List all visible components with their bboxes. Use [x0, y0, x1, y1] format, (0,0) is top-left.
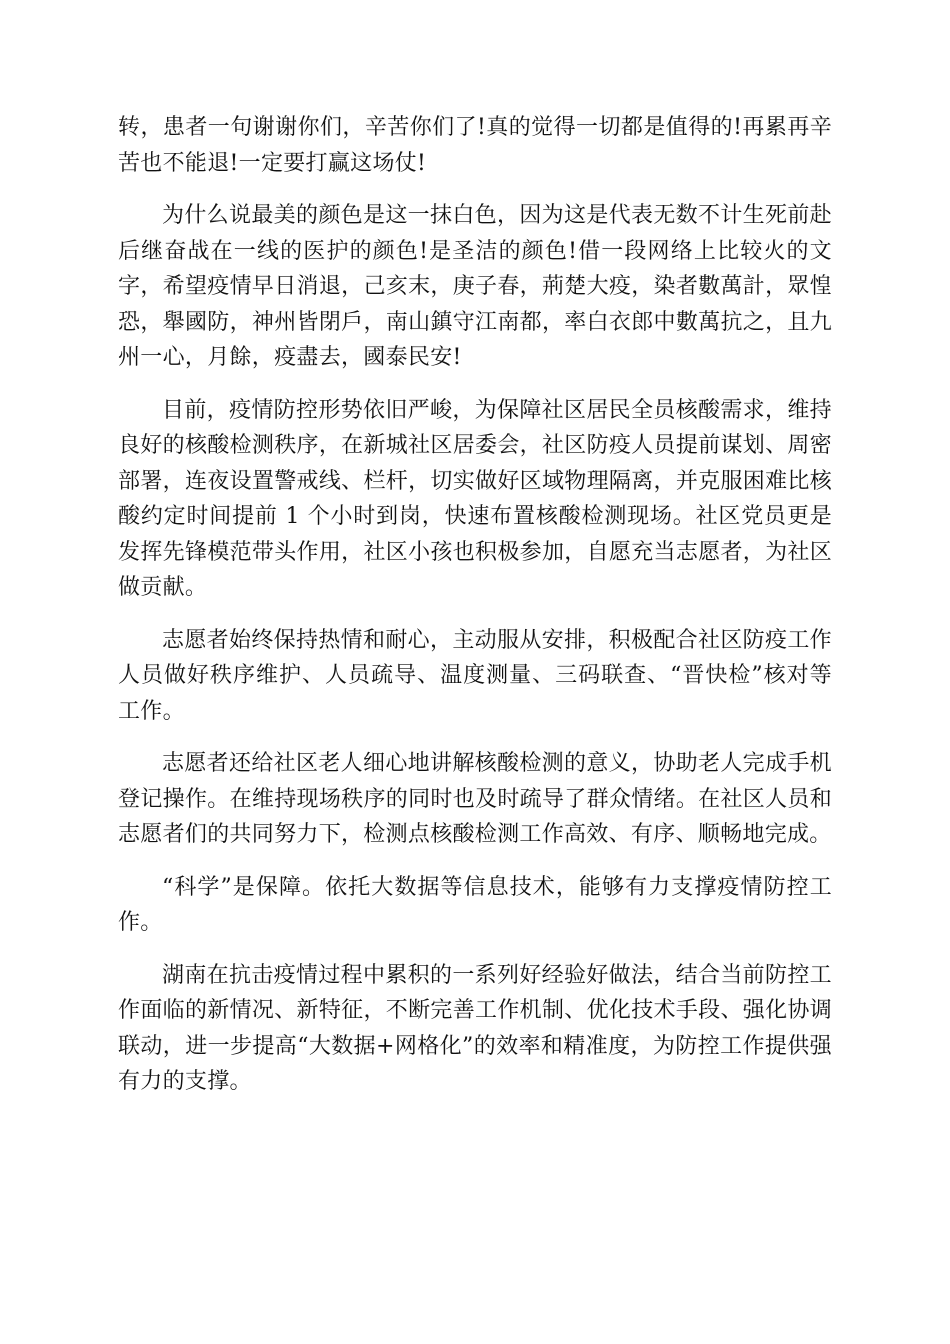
paragraph-community-testing: 目前，疫情防控形势依旧严峻，为保障社区居民全员核酸需求，维持良好的核酸检测秩序，在新城社区居委会，社区防疫人员提前谋划、周密部署，连夜设置警戒线、栏杆，切实做好区域物理隔离，并克服困难比核酸约定时间提前 1 个小时到岗，快速布置核酸检测现场。社区党员更是发挥先锋模范带头作用，社区小孩也积极参加，自愿充当志愿者，为社区做贡献。 [118, 397, 832, 600]
paragraph-white-color: 为什么说最美的颜色是这一抹白色，因为这是代表无数不计生死前赴后继奋战在一线的医护的颜色!是圣洁的颜色!借一段网络上比较火的文字，希望疫情早日消退，己亥末，庚子春，荊楚大疫，染者數萬計，眾惶恐，舉國防，神州皆閉戶，南山鎮守江南都，率白衣郎中數萬抗之，且九州一心，月餘，疫盡去，國泰民安! [118, 203, 832, 370]
paragraph-volunteers-duties: 志愿者始终保持热情和耐心，主动服从安排，积极配合社区防疫工作人员做好秩序维护、人员疏导、温度测量、三码联查、“晋快检”核对等工作。 [118, 627, 832, 724]
paragraph-hunan-experience: 湖南在抗击疫情过程中累积的一系列好经验好做法，结合当前防控工作面临的新情况、新特征，不断完善工作机制、优化技术手段、强化协调联动，进一步提高“大数据+网格化”的效率和精准度，为防控工作提供强有力的支撑。 [118, 962, 832, 1094]
paragraph-volunteers-elderly: 志愿者还给社区老人细心地讲解核酸检测的意义，协助老人完成手机登记操作。在维持现场秩序的同时也及时疏导了群众情绪。在社区人员和志愿者们的共同努力下，检测点核酸检测工作高效、有序、顺畅地完成。 [118, 751, 832, 847]
paragraph-science: “科学”是保障。依托大数据等信息技术，能够有力支撑疫情防控工作。 [118, 874, 832, 935]
document-body [118, 110, 832, 1100]
paragraph-continuation: 转，患者一句谢谢你们，辛苦你们了!真的觉得一切都是值得的!再累再辛苦也不能退!一定要打赢这场仗! [118, 115, 832, 176]
